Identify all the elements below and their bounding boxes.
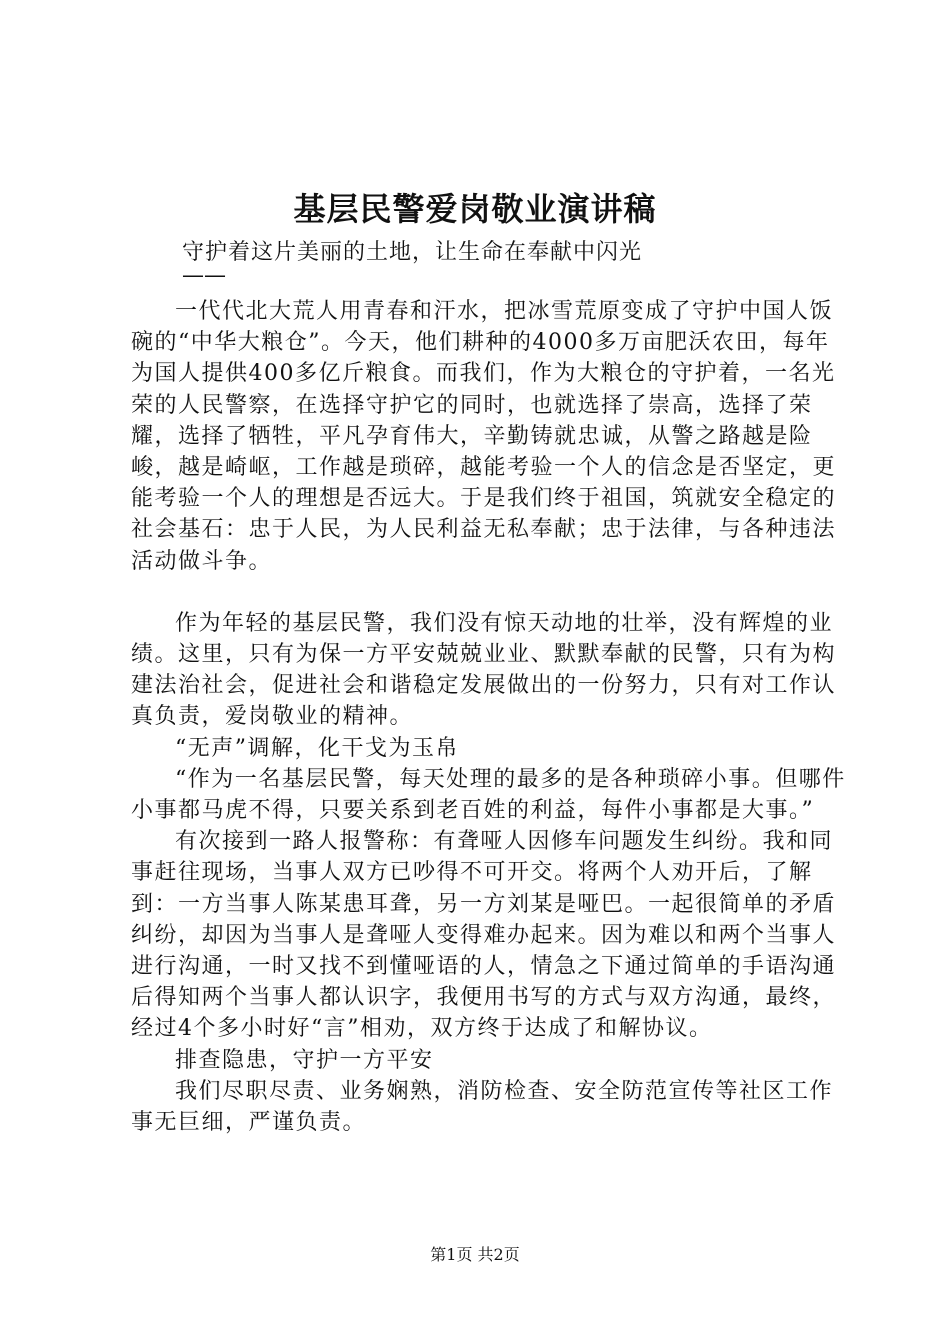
- page-total: 2: [493, 1245, 504, 1264]
- page-number-footer: [0, 1243, 950, 1267]
- subtitle-dash: ——: [182, 263, 226, 288]
- page-current: 1: [446, 1245, 457, 1264]
- paragraph: 作为年轻的基层民警，我们没有惊天动地的壮举，没有辉煌的业绩。这里，只有为保一方平安兢兢业业、默默奉献的民警，只有为构建法治社会，促进社会和谐稳定发展做出的一份努力，只有对工作认真负责，爱岗敬业的精神。: [131, 610, 837, 730]
- page-middle: 页 共: [456, 1245, 494, 1264]
- body-text: [131, 296, 851, 1138]
- page-suffix: 页: [503, 1245, 520, 1264]
- section-heading: “无声”调解，化干戈为玉帛: [175, 735, 459, 761]
- subtitle: 守护着这片美丽的土地，让生命在奉献中闪光: [182, 240, 643, 265]
- paragraph: 有次接到一路人报警称：有聋哑人因修车问题发生纠纷。我和同事赶往现场，当事人双方已吵得不可开交。将两个人劝开后，了解到：一方当事人陈某患耳聋，另一方刘某是哑巴。一起很简单的矛盾纠纷，却因为当事人是聋哑人变得难办起来。因为难以和两个当事人进行沟通，一时又找不到懂哑语的人，情急之下通过简单的手语沟通后得知两个当事人都认识字，我便用书写的方式与双方沟通，最终，经过4个多小时好“言”相劝，双方终于达成了和解协议。: [131, 829, 837, 1042]
- page-prefix: 第: [430, 1245, 447, 1264]
- paragraph: 一代代北大荒人用青春和汗水，把冰雪荒原变成了守护中国人饭碗的“中华大粮仓”。今天，他们耕种的4000多万亩肥沃农田，每年为国人提供400多亿斤粮食。而我们，作为大粮仓的守护着，一名光荣的人民警察，在选择守护它的同时，也就选择了崇高，选择了荣耀，选择了牺牲，平凡孕育伟大，辛勤铸就忠诚，从警之路越是险峻，越是崎岖，工作越是琐碎，越能考验一个人的信念是否坚定，更能考验一个人的理想是否远大。于是我们终于祖国，筑就安全稳定的社会基石：忠于人民，为人民利益无私奉献；忠于法律，与各种违法活动做斗争。: [131, 299, 837, 574]
- page-title: 基层民警爱岗敬业演讲稿: [293, 190, 657, 228]
- section-heading: 排查隐患，守护一方平安: [175, 1047, 434, 1073]
- paragraph: “作为一名基层民警，每天处理的最多的是各种琐碎小事。但哪件小事都马虎不得，只要关系到老百姓的利益，每件小事都是大事。”: [131, 766, 846, 824]
- paragraph: 我们尽职尽责、业务娴熟，消防检查、安全防范宣传等社区工作事无巨细，严谨负责。: [131, 1078, 834, 1136]
